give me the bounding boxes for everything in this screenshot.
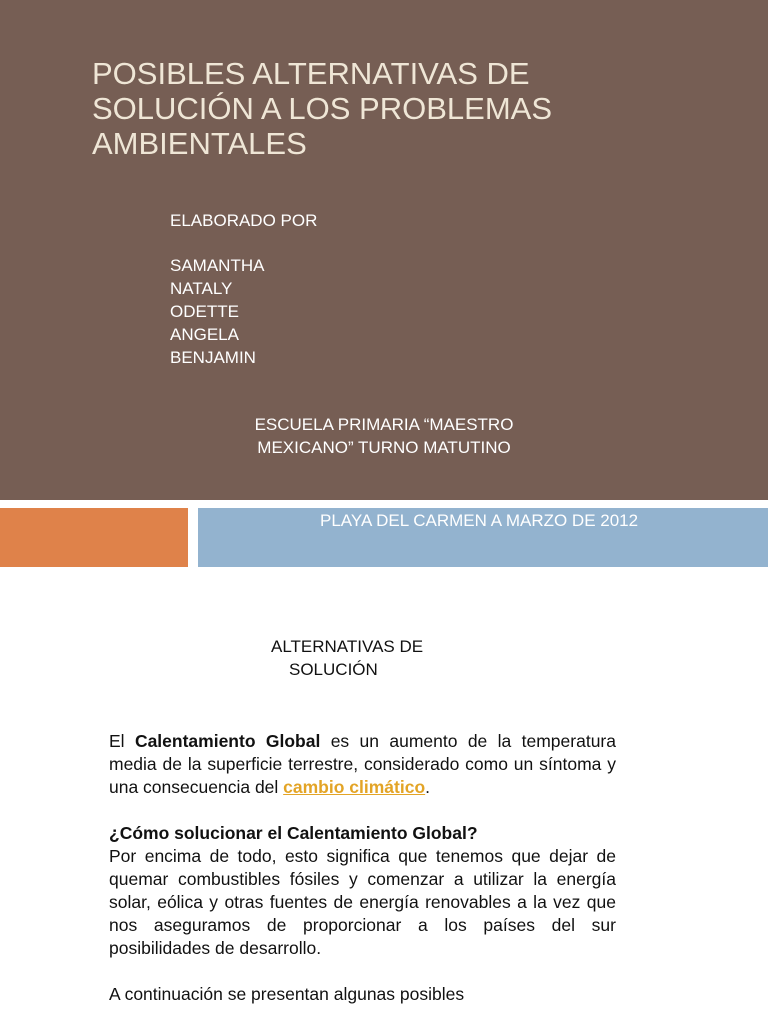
blue-footer-bar (198, 508, 768, 567)
author-name: ODETTE (170, 302, 239, 321)
paragraph-continuation: A continuación se presentan algunas posibles (109, 984, 465, 1004)
orange-accent-bar (0, 508, 188, 567)
paragraph-text: es un aumento de la temperatura media de la superficie terrestre, considerado como un síntoma y una consecuencia del (109, 731, 616, 797)
school-name (238, 413, 530, 459)
author-name: SAMANTHA (170, 256, 265, 275)
slide-title-line: SOLUCIÓN A LOS PROBLEMAS (92, 91, 552, 126)
slide-title-line: POSIBLES ALTERNATIVAS DE (92, 56, 530, 91)
author-name: ANGELA (170, 325, 239, 344)
slide-title (92, 56, 732, 161)
question-heading: ¿Cómo solucionar el Calentamiento Global? (109, 823, 478, 843)
paragraph-global-warming (109, 730, 616, 799)
slide-title-line: AMBIENTALES (92, 126, 307, 161)
author-name: BENJAMIN (170, 348, 256, 367)
bold-term: Calentamiento Global (134, 731, 321, 751)
authors-heading: ELABORADO POR (170, 211, 318, 230)
section-title-line: ALTERNATIVAS DE (271, 637, 424, 656)
section-title (271, 635, 423, 681)
paragraph-text: El (109, 731, 135, 751)
title-slide (0, 0, 768, 500)
authors-block (170, 209, 317, 369)
climate-change-link[interactable]: cambio climático (283, 777, 426, 797)
paragraph-solution: Por encima de todo, esto significa que tenemos que dejar de quemar combustibles fósiles y comenzar a utilizar la energía solar, eólica y otras fuentes de energía renovables a la vez que nos aseguramos de proporcionar a los países del sur posibilidades de desarrollo. (109, 846, 616, 958)
location-date: PLAYA DEL CARMEN A MARZO DE 2012 (320, 511, 639, 530)
author-name: NATALY (170, 279, 233, 298)
school-line: MEXICANO” TURNO MATUTINO (257, 438, 511, 457)
slide-content (109, 730, 616, 1006)
section-title-line: SOLUCIÓN (289, 660, 378, 679)
school-line: ESCUELA PRIMARIA “MAESTRO (254, 415, 514, 434)
paragraph-text: . (425, 777, 431, 797)
